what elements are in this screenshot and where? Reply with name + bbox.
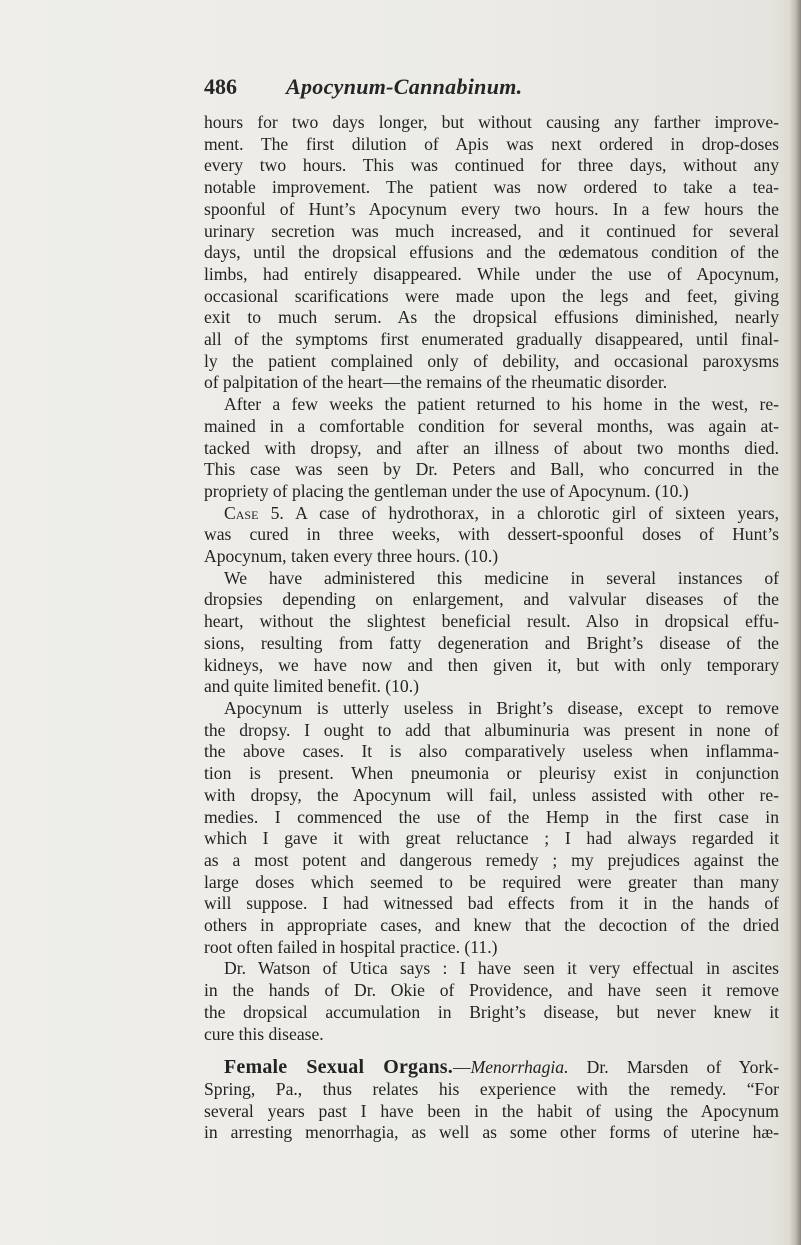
text-line: ment. The first dilution of Apis was next ordered in drop-doses (204, 133, 779, 154)
case-5-line (204, 503, 779, 525)
text-line: and quite limited benefit. (10.) (204, 676, 419, 697)
body-text (204, 112, 779, 1144)
text-line: occasional scarifications were made upon the legs and feet, giving (204, 285, 779, 306)
text-line: dropsies depending on enlargement, and valvular diseases of the (204, 589, 779, 610)
text-line: in arresting menorrhagia, as well as some other forms of uterine hæ- (204, 1122, 779, 1143)
text-line: the dropsy. I ought to add that albuminuria was present in none of (204, 719, 779, 740)
section-text: Dr. Marsden of York- (586, 1057, 779, 1078)
text-line: medies. I commenced the use of the Hemp in the first case in (204, 806, 779, 827)
text-line: all of the symptoms first enumerated gradually disappeared, until final- (204, 329, 779, 350)
page-title: Apocynum-Cannabinum. (286, 74, 523, 99)
text-line: sions, resulting from fatty degeneration and Bright’s disease of the (204, 632, 779, 653)
text-line: as a most potent and dangerous remedy ; my prejudices against the (204, 849, 779, 870)
case-text: A case of hydrothorax, in a chlorotic girl of sixteen years, (295, 502, 779, 523)
text-line: others in appropriate cases, and knew that the decoction of the dried (204, 915, 779, 936)
text-line: tion is present. When pneumonia or pleurisy exist in conjunction (204, 763, 779, 784)
section-line (204, 1057, 779, 1079)
text-line: the dropsical accumulation in Bright’s disease, but never knew it (204, 1001, 779, 1022)
text-line: every two hours. This was continued for three days, without any (204, 155, 779, 176)
text-line: kidneys, we have now and then given it, but with only temporary (204, 654, 779, 675)
text-line: which I gave it with great reluctance ; I had always regarded it (204, 828, 779, 849)
text-line: tacked with dropsy, and after an illness of about two months died. (204, 437, 779, 458)
text-line: limbs, had entirely disappeared. While under the use of Apocynum, (204, 263, 779, 284)
page-number: 486 (204, 74, 237, 99)
running-head (204, 74, 704, 104)
text-line: several years past I have been in the habit of using the Apocynum (204, 1100, 779, 1121)
text-line: will suppose. I had witnessed bad effects from it in the hands of (204, 893, 779, 914)
text-line: After a few weeks the patient returned to his home in the west, re- (224, 394, 779, 415)
text-line: spoonful of Hunt’s Apocynum every two hours. In a few hours the (204, 198, 779, 219)
page-edge-shadow (789, 0, 801, 1245)
text-line: heart, without the slightest beneficial result. Also in dropsical effu- (204, 611, 779, 632)
text-line: propriety of placing the gentleman under the use of Apocynum. (10.) (204, 480, 689, 501)
text-line: was cured in three weeks, with dessert-spoonful doses of Hunt’s (204, 524, 779, 545)
text-line: Apocynum is utterly useless in Bright’s disease, except to remove (224, 697, 779, 718)
section-subheading: Menorrhagia. (470, 1057, 569, 1078)
text-line: with dropsy, the Apocynum will fail, unless assisted with other re- (204, 784, 779, 805)
text-line: mained in a comfortable condition for several months, was again at- (204, 415, 779, 436)
text-line: Apocynum, taken every three hours. (10.) (204, 546, 499, 567)
text-line: This case was seen by Dr. Peters and Ball, who concurred in the (204, 459, 779, 480)
text-line: root often failed in hospital practice. (11.) (204, 936, 498, 957)
text-line: cure this disease. (204, 1023, 324, 1044)
text-line: of palpitation of the heart—the remains of the rheumatic disorder. (204, 372, 668, 393)
text-line: urinary secretion was much increased, and it continued for several (204, 220, 779, 241)
text-line: days, until the dropsical effusions and the œdematous condition of the (204, 242, 779, 263)
section-heading: Female Sexual Organs. (224, 1056, 453, 1079)
text-line: We have administered this medicine in several instances of (224, 567, 779, 588)
text-line: the above cases. It is also comparatively useless when inflamma- (204, 741, 779, 762)
text-line: ly the patient complained only of debility, and occasional paroxysms (204, 350, 779, 371)
text-line: notable improvement. The patient was now ordered to take a tea- (204, 177, 779, 198)
section-dash: — (452, 1057, 471, 1078)
text-line: in the hands of Dr. Okie of Providence, and have seen it remove (204, 980, 779, 1001)
text-line: Spring, Pa., thus relates his experience with the remedy. “For (204, 1078, 779, 1099)
text-line: exit to much serum. As the dropsical effusions diminished, nearly (204, 307, 779, 328)
text-line: Dr. Watson of Utica says : I have seen it very effectual in ascites (224, 958, 779, 979)
text-line: large doses which seemed to be required were greater than many (204, 871, 779, 892)
text-line: hours for two days longer, but without causing any farther improve- (204, 112, 779, 132)
case-label: Case 5. (224, 502, 284, 523)
